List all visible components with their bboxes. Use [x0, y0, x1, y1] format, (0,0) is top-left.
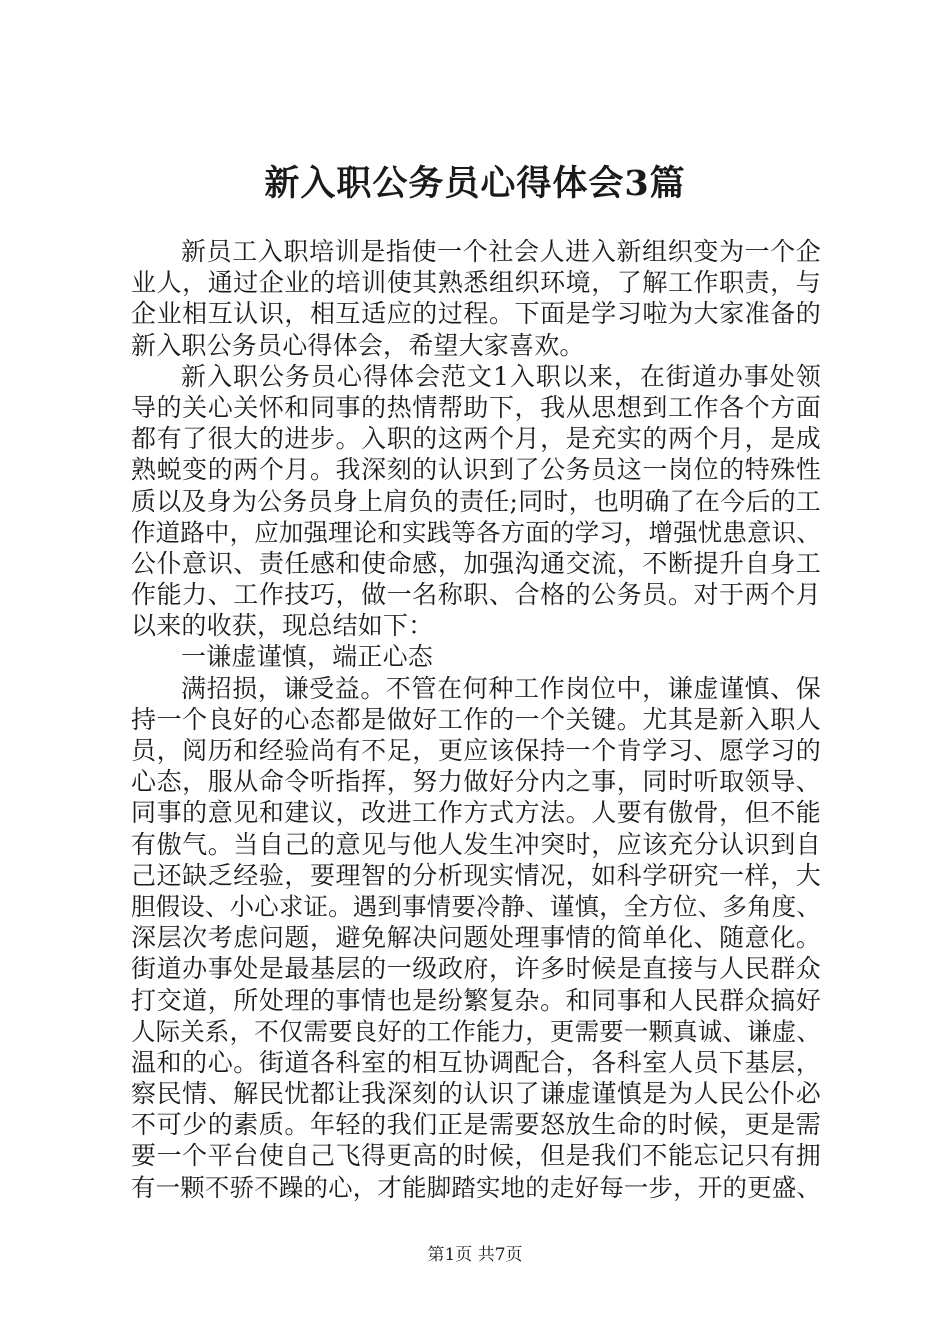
body-line: 有一颗不骄不躁的心，才能脚踏实地的走好每一步，开的更盛、	[131, 1172, 821, 1202]
body-line: 满招损，谦受益。不管在何种工作岗位中，谦虚谨慎、保	[181, 673, 821, 703]
body-line: 新入职公务员心得体会，希望大家喜欢。	[131, 330, 585, 360]
body-line: 街道办事处是最基层的一级政府，许多时候是直接与人民群众	[131, 954, 821, 984]
body-line: 打交道，所处理的事情也是纷繁复杂。和同事和人民群众搞好	[131, 985, 821, 1015]
body-line: 心态，服从命令听指挥，努力做好分内之事，同时听取领导、	[131, 767, 821, 797]
body-line: 一谦虚谨慎，端正心态	[181, 642, 434, 672]
body-line: 企业相互认识，相互适应的过程。下面是学习啦为大家准备的	[131, 299, 821, 329]
body-line: 都有了很大的进步。入职的这两个月，是充实的两个月，是成	[131, 424, 821, 454]
body-line: 有傲气。当自己的意见与他人发生冲突时，应该充分认识到自	[131, 829, 821, 859]
body-line: 业人，通过企业的培训使其熟悉组织环境，了解工作职责，与	[131, 268, 821, 298]
body-line: 新入职公务员心得体会范文1入职以来，在街道办事处领	[181, 361, 821, 391]
body-line: 温和的心。街道各科室的相互协调配合，各科室人员下基层，	[131, 1047, 821, 1077]
body-line: 质以及身为公务员身上肩负的责任;同时，也明确了在今后的工	[131, 486, 821, 516]
body-line: 同事的意见和建议，改进工作方式方法。人要有傲骨，但不能	[131, 798, 821, 828]
document-title: 新入职公务员心得体会3篇	[264, 163, 686, 204]
body-line: 胆假设、小心求证。遇到事情要冷静、谨慎，全方位、多角度、	[131, 891, 821, 921]
body-line: 要一个平台使自己飞得更高的时候，但是我们不能忘记只有拥	[131, 1141, 821, 1171]
body-line: 熟蜕变的两个月。我深刻的认识到了公务员这一岗位的特殊性	[131, 455, 821, 485]
body-line: 作道路中，应加强理论和实践等各方面的学习，增强忧患意识、	[131, 517, 821, 547]
body-line: 察民情、解民忧都让我深刻的认识了谦虚谨慎是为人民公仆必	[131, 1079, 821, 1109]
body-line: 不可少的素质。年轻的我们正是需要怒放生命的时候，更是需	[131, 1110, 821, 1140]
body-line: 公仆意识、责任感和使命感，加强沟通交流，不断提升自身工	[131, 548, 821, 578]
document-body	[131, 236, 821, 1203]
body-line: 导的关心关怀和同事的热情帮助下，我从思想到工作各个方面	[131, 392, 821, 422]
body-line: 持一个良好的心态都是做好工作的一个关键。尤其是新入职人	[131, 704, 821, 734]
page-number: 第1页 共7页	[427, 1245, 523, 1265]
body-line: 深层次考虑问题，避免解决问题处理事情的简单化、随意化。	[131, 923, 821, 953]
body-line: 新员工入职培训是指使一个社会人进入新组织变为一个企	[181, 237, 821, 266]
body-line: 人际关系，不仅需要良好的工作能力，更需要一颗真诚、谦虚、	[131, 1016, 821, 1046]
body-line: 己还缺乏经验，要理智的分析现实情况，如科学研究一样，大	[131, 860, 821, 890]
body-line: 以来的收获，现总结如下：	[131, 611, 434, 641]
body-line: 作能力、工作技巧，做一名称职、合格的公务员。对于两个月	[131, 580, 821, 610]
body-line: 员，阅历和经验尚有不足，更应该保持一个肯学习、愿学习的	[131, 736, 821, 765]
